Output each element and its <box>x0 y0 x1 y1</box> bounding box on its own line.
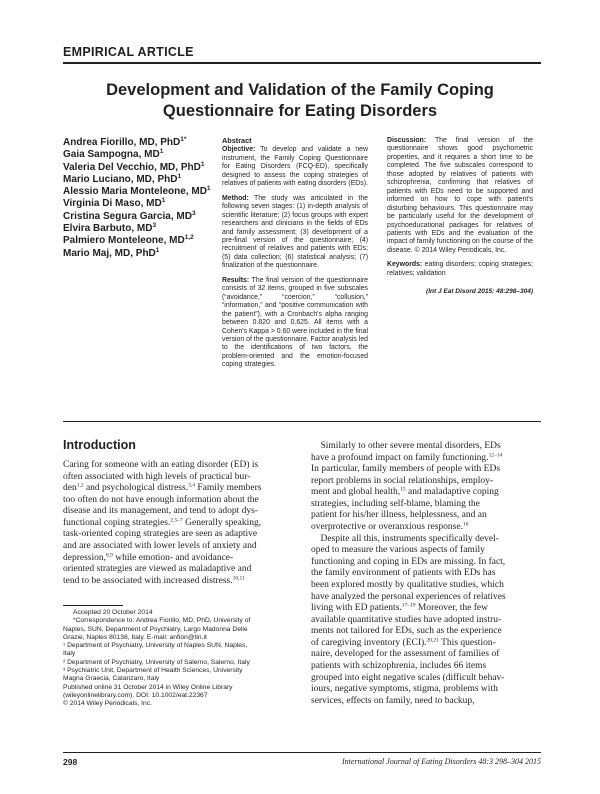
title-line: Development and Validation of the Family Coping <box>106 81 494 99</box>
text-segment: Generally speaking, <box>182 517 262 528</box>
author-affiliation: 1 <box>159 148 164 156</box>
author-name: Mario Maj, MD, PhD <box>63 247 156 259</box>
footnote-line: Grazie, Naples 80138, Italy. E-mail: anfiori@tin.it <box>63 633 207 641</box>
text-line <box>63 564 297 576</box>
author-affiliation: 1 <box>177 172 182 180</box>
author-affiliation: 3 <box>152 222 157 230</box>
text-line <box>63 553 297 565</box>
author <box>63 248 213 260</box>
text-segment: report problems in social relationships, employ- <box>311 475 494 486</box>
text-line <box>311 638 545 650</box>
author-name: Virginia Di Maso, MD <box>63 198 162 210</box>
text-line <box>63 518 297 530</box>
results-label: Results: <box>222 276 250 284</box>
title-line: Questionnaire for Eating Disorders <box>162 102 438 120</box>
article-title <box>70 80 530 122</box>
text-segment: den <box>63 483 77 494</box>
text-line <box>311 499 545 511</box>
text-segment: the family environment of patients with EDs has <box>311 568 496 579</box>
text-segment: have a profound impact on family functioning. <box>311 452 489 463</box>
footnote-line: Accepted 20 October 2014 <box>73 609 153 616</box>
author <box>63 149 213 161</box>
text-segment: too often do not have enough information about the <box>63 494 259 505</box>
text-segment: Similarly to other severe mental disorders, EDs <box>311 441 501 451</box>
text-line <box>311 453 545 465</box>
text-segment: This question- <box>438 637 496 648</box>
abstract-keywords <box>387 261 533 278</box>
author <box>63 174 213 186</box>
text-segment: Moreover, the few <box>415 603 488 614</box>
text-segment: Family members <box>194 483 262 494</box>
author <box>63 137 213 149</box>
citation-ref: 12–14 <box>488 452 503 459</box>
text-segment: and are associated with lower levels of anxiety and <box>63 541 257 552</box>
text-segment: Caring for someone with an eating disorder (ED) is <box>63 460 259 470</box>
text-line <box>311 568 545 580</box>
text-segment: been explored mostly by qualitative studies, which <box>311 579 504 590</box>
footnote-line: © 2014 Wiley Periodicals, Inc. <box>63 700 152 708</box>
text-segment: tend to be associated with increased distress. <box>63 575 233 586</box>
text-segment: while emotion- and avoidance- <box>112 552 234 563</box>
author-affiliation: 1* <box>180 136 187 143</box>
text-segment: overprotective or overanxious response. <box>311 522 463 533</box>
abstract-objective <box>222 146 368 188</box>
text-segment: functional coping strategies. <box>63 517 171 528</box>
author-affiliation: 1 <box>200 160 205 168</box>
author-affiliation: 1,2 <box>184 234 194 242</box>
text-segment: and maladaptive coping <box>405 487 499 498</box>
results-text: The final version of the questionnaire consists of 32 items, grouped in five subscales (“avoidance,” “coercion,” “collusion,” “information,” and “positive communication with the patient”), with a Cronbach's alpha ranging between 0.820 and 0.625. All items with a Cohen's Kappa > 0.60 were included in the final version of the questionnaire. Factor analysis led to the identifications of two factors, the problem-oriented and the emotion-focused coping strategies. <box>222 276 369 369</box>
text-line <box>311 534 545 546</box>
section-rule <box>63 421 541 422</box>
text-line <box>311 487 545 499</box>
author-name: Valeria Del Vecchio, MD, PhD <box>63 161 201 173</box>
text-line <box>311 545 545 557</box>
author <box>63 162 213 174</box>
text-segment: available quantitative studies have adopted instru- <box>311 614 502 625</box>
text-line <box>311 673 545 685</box>
text-line <box>63 483 297 495</box>
author-name: Mario Luciano, MD, PhD <box>63 173 178 185</box>
text-segment: depression, <box>63 552 107 563</box>
discussion-label: Discussion: <box>387 137 427 144</box>
author <box>63 211 213 223</box>
text-line <box>311 696 545 708</box>
text-line <box>311 592 545 604</box>
abstract-column-1 <box>222 137 368 370</box>
author <box>63 186 213 198</box>
journal-line: International Journal of Eating Disorders 48:3 298–304 2015 <box>341 757 541 766</box>
text-segment: oriented strategies are viewed as maladaptive and <box>63 564 252 575</box>
text-line <box>311 649 545 661</box>
author <box>63 235 213 247</box>
text-segment: iours, negative symptoms, stigma, problems with <box>311 684 498 695</box>
top-rule <box>63 62 541 64</box>
author-name: Andrea Fiorillo, MD, PhD <box>63 137 181 148</box>
keywords-label: Keywords: <box>387 261 423 269</box>
text-segment: grouped into eight negative scales (difficult behav- <box>311 672 505 683</box>
objective-label: Objective: <box>222 146 256 154</box>
text-line <box>311 661 545 673</box>
citation-ref: 3,4 <box>188 482 195 489</box>
text-segment: In particular, family members of people with EDs <box>311 464 501 475</box>
text-line <box>63 495 297 507</box>
footer-rule <box>63 752 541 753</box>
text-line <box>63 472 297 484</box>
text-line <box>311 464 545 476</box>
text-segment: task-oriented coping strategies are seen as adaptive <box>63 529 258 540</box>
text-segment: ments not tailored for EDs, such as the experience <box>311 626 502 637</box>
citation-ref: 1,2 <box>76 482 84 489</box>
text-line <box>311 441 545 453</box>
introduction-left-column <box>63 460 297 587</box>
author-name: Alessio Maria Monteleone, MD <box>63 186 207 198</box>
footnote-line: ³ Psychiatric Unit, Department of Health Sciences, University <box>63 667 243 675</box>
citation-ref: 2,5–7 <box>170 517 183 524</box>
author-name: Elvira Barbuto, MD <box>63 223 153 235</box>
introduction-right-column <box>311 441 545 707</box>
text-segment: living with ED patients. <box>311 603 402 614</box>
footnote-line: Published online 31 October 2014 in Wiley Online Library <box>63 683 233 691</box>
footnote-line: ² Department of Psychiatry, University of Salerno, Salerno, Italy <box>63 658 250 666</box>
discussion-text: The final version of the questionnaire shows good psychometric properties, and it requires a short time to be completed. The five subscales correspond to those adopted by relatives of patients with schizophrenia, confirming that relatives of patients with EDs need to be supported and informed on how to cope with patient's disturbing behaviours. This questionnaire may be particularly useful for the development of psychoeducational packages for relatives of patients with EDs and the evaluation of the impact of family functioning on the course of the disease. © 2014 Wiley Periodicals, Inc. <box>387 137 533 254</box>
citation: (Int J Eat Disord 2015; 48:298–304) <box>426 288 533 296</box>
footnote-rule <box>63 605 123 606</box>
citation-ref: 20,21 <box>426 637 439 644</box>
footnote-line: ¹ Department of Psychiatry, University of Naples SUN, Naples, <box>63 642 248 650</box>
text-segment: disease and its management, and tend to adopt dys- <box>63 506 258 517</box>
author-affiliation: 1 <box>206 185 211 193</box>
text-segment: patient for his/her illness, helplessness, and an <box>311 510 487 521</box>
abstract-heading: Abstract <box>222 136 252 145</box>
text-segment: naire, developed for the assessment of families of <box>311 649 500 660</box>
keywords-text: eating disorders; coping strategies; relatives; validation <box>387 261 533 277</box>
text-line <box>311 615 545 627</box>
citation-ref: 10,11 <box>232 575 245 582</box>
citation-ref: 17–19 <box>401 602 416 609</box>
author-name: Gaia Sampogna, MD <box>63 149 160 161</box>
text-segment: Despite all this, instruments specifically devel- <box>311 533 499 544</box>
objective-text: To develop and validate a new instrument, the Family Coping Questionnaire for Eating Disorders (FCQ-ED), specifically designed to assess the coping strategies of relatives of patients with eating disorders (EDs). <box>222 146 368 188</box>
abstract-results <box>222 277 368 370</box>
text-line <box>311 684 545 696</box>
author-affiliation: 1 <box>155 246 160 254</box>
text-segment: of caregiving inventory (ECI). <box>311 637 427 648</box>
author-affiliation: 1 <box>161 197 166 205</box>
author <box>63 198 213 210</box>
citation-ref: 16 <box>462 521 469 528</box>
footnote-line: Magna Graecia, Catanzaro, Italy <box>63 675 160 683</box>
author-name: Cristina Segura Garcia, MD <box>63 210 192 222</box>
text-line <box>311 476 545 488</box>
text-line <box>63 541 297 553</box>
abstract-discussion <box>387 137 533 255</box>
method-text: The study was articulated in the following seven stages: (1) in-depth analysis of scientific literature; (2) focus groups with expert researchers and clinicians in the fields of EDs and family assessment; (3) development of a pre-final version of the questionnaire; (4) recruitment of relatives and patients with EDs; (5) data collection; (6) statistical analysis; (7) finalization of the questionnaire. <box>222 194 369 270</box>
footnotes <box>63 609 297 709</box>
section-label: EMPIRICAL ARTICLE <box>63 45 194 59</box>
author-name: Palmiero Monteleone, MD <box>63 235 185 247</box>
author-list <box>63 137 213 260</box>
method-label: Method: <box>222 194 249 202</box>
text-line <box>63 576 297 588</box>
text-segment: functioning and coping in EDs are missing. In fact, <box>311 556 506 567</box>
introduction-heading: Introduction <box>63 438 136 452</box>
citation-ref: 8,9 <box>106 552 113 559</box>
text-line <box>311 522 545 534</box>
text-line <box>63 460 297 472</box>
footnote-line: Naples, SUN, Department of Psychiatry, Largo Madonna Delle <box>63 625 248 633</box>
footnote-line: (wileyonlinelibrary.com). DOI: 10.1002/eat.22367 <box>63 691 208 699</box>
text-segment: and psychological distress. <box>83 483 189 494</box>
abstract-method <box>222 195 368 271</box>
text-segment: ment and global health, <box>311 487 401 498</box>
text-line <box>311 557 545 569</box>
author-affiliation: 3 <box>191 209 196 217</box>
text-segment: patients with schizophrenia, includes 66 items <box>311 660 487 671</box>
text-line <box>63 529 297 541</box>
footnote-line: *Correspondence to: Andrea Fiorillo, MD, PhD, University of <box>73 617 251 625</box>
citation-ref: 15 <box>400 486 406 493</box>
page-number: 298 <box>63 757 78 767</box>
text-segment: strategies, including self-blame, blaming the <box>311 498 480 509</box>
text-segment: oped to measure the various aspects of family <box>311 545 485 556</box>
footnote-line: Italy <box>63 650 76 658</box>
text-segment: services, effects on family, need to backup, <box>311 695 475 706</box>
text-segment: have analyzed the personal experiences of relatives <box>311 591 506 602</box>
abstract-column-2 <box>387 137 533 297</box>
text-line <box>311 580 545 592</box>
text-segment: often associated with high levels of practical bur- <box>63 471 251 482</box>
text-line <box>311 603 545 615</box>
text-line <box>311 510 545 522</box>
